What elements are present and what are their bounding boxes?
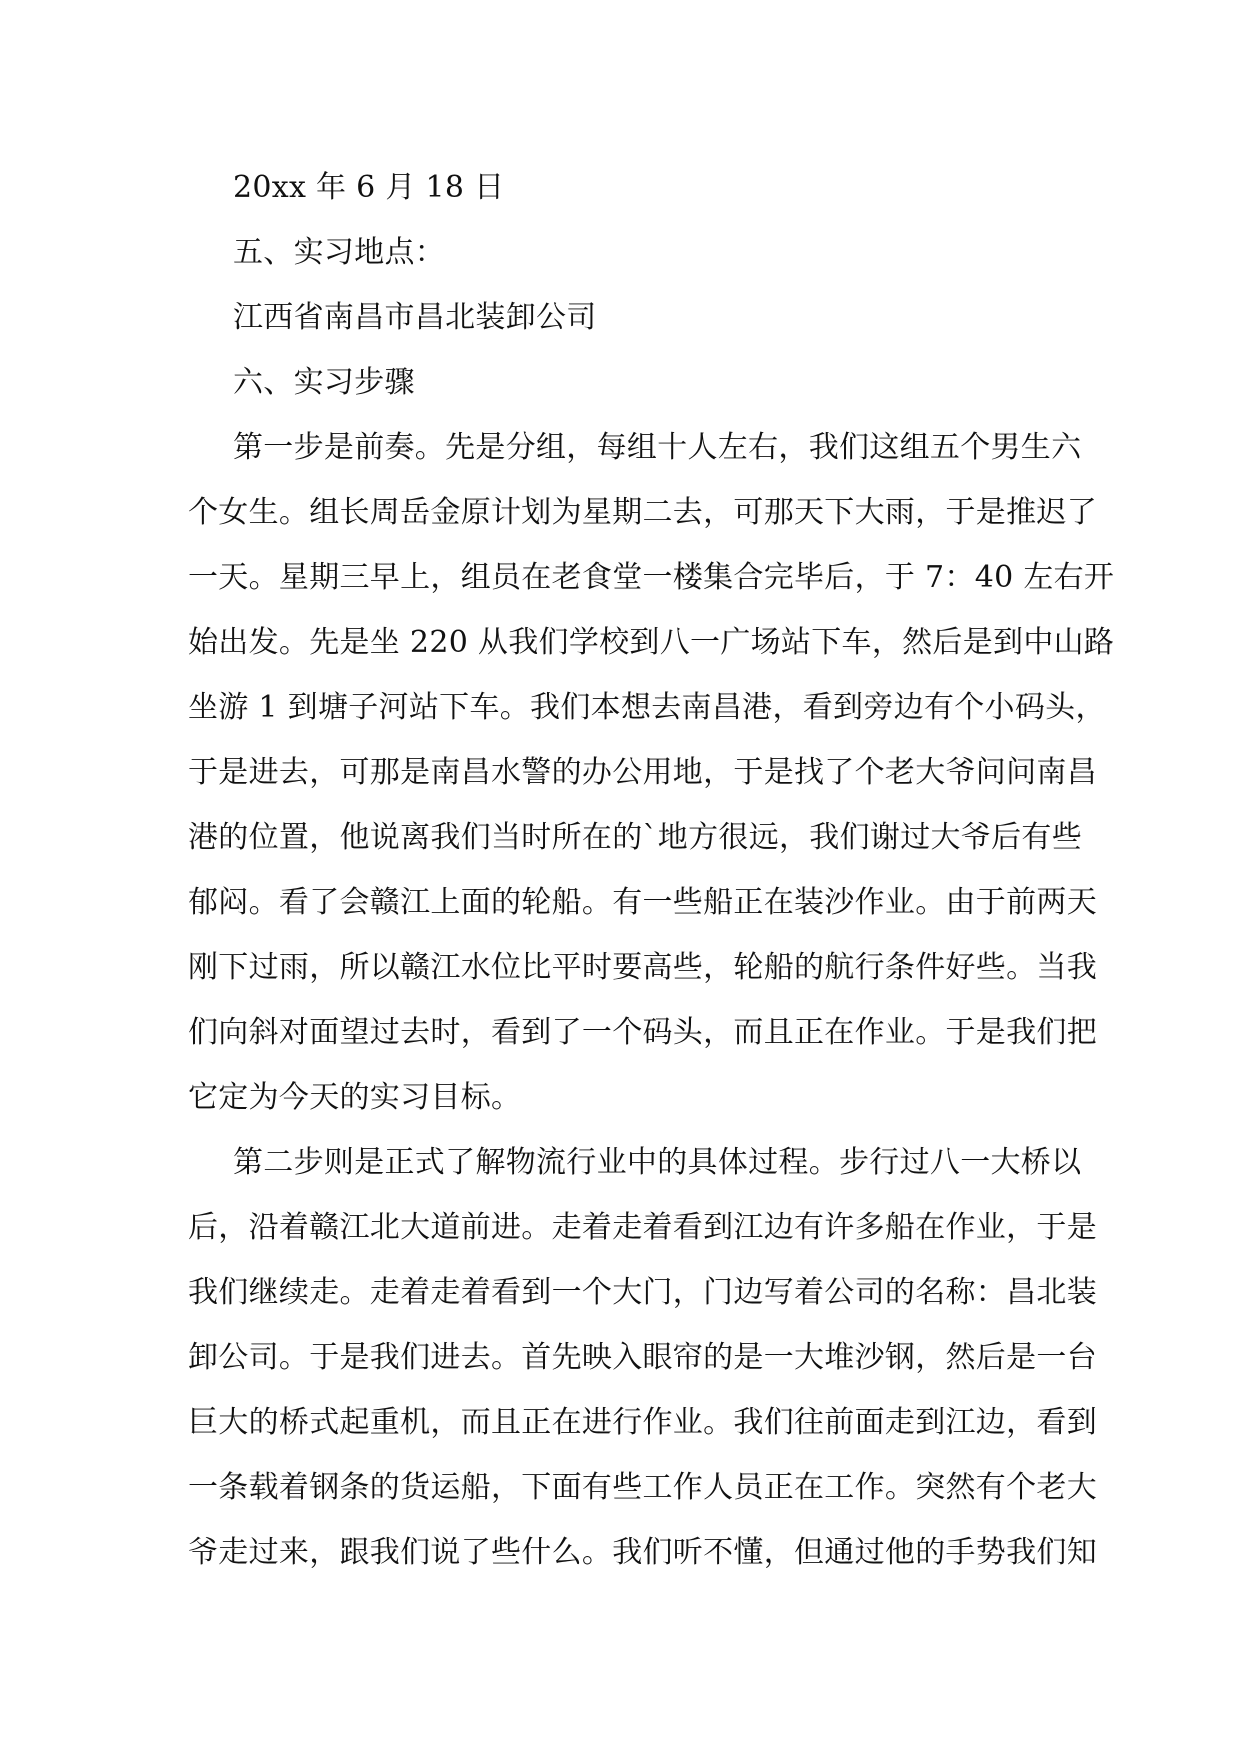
paragraph-line: 们向斜对面望过去时，看到了一个码头，而且正在作业。于是我们把 — [188, 1015, 1097, 1050]
paragraph-line: 于是进去，可那是南昌水警的办公用地，于是找了个老大爷问问南昌 — [188, 755, 1097, 790]
paragraph-line: 它定为今天的实习目标。 — [188, 1080, 522, 1115]
paragraph-line: 坐游 1 到塘子河站下车。我们本想去南昌港，看到旁边有个小码头， — [188, 690, 1106, 725]
paragraph-line: 我们继续走。走着走着看到一个大门，门边写着公司的名称：昌北装 — [188, 1275, 1097, 1310]
paragraph-line: 巨大的桥式起重机，而且正在进行作业。我们往前面走到江边，看到 — [188, 1405, 1097, 1440]
document-body — [188, 155, 1115, 1585]
paragraph-line: 郁闷。看了会赣江上面的轮船。有一些船正在装沙作业。由于前两天 — [188, 885, 1097, 920]
paragraph-line: 一条载着钢条的货运船，下面有些工作人员正在工作。突然有个老大 — [188, 1470, 1097, 1505]
paragraph-line: 个女生。组长周岳金原计划为星期二去，可那天下大雨，于是推迟了 — [188, 495, 1097, 530]
paragraph-line: 第二步则是正式了解物流行业中的具体过程。步行过八一大桥以 — [233, 1145, 1082, 1180]
paragraph-line: 爷走过来，跟我们说了些什么。我们听不懂，但通过他的手势我们知 — [188, 1535, 1097, 1570]
paragraph-step-two — [188, 1130, 1097, 1585]
paragraph-line: 始出发。先是坐 220 从我们学校到八一广场站下车，然后是到中山路 — [188, 625, 1115, 660]
paragraph-line: 后，沿着赣江北大道前进。走着走着看到江边有许多船在作业，于是 — [188, 1210, 1097, 1245]
paragraph-line: 卸公司。于是我们进去。首先映入眼帘的是一大堆沙钢，然后是一台 — [188, 1340, 1097, 1375]
date-line: 20xx 年 6 月 18 日 — [233, 170, 505, 205]
section-five-heading: 五、实习地点： — [233, 235, 446, 270]
location-text: 江西省南昌市昌北装卸公司 — [233, 300, 597, 335]
paragraph-step-one — [188, 415, 1115, 1130]
section-six-heading: 六、实习步骤 — [233, 365, 415, 400]
paragraph-line: 港的位置，他说离我们当时所在的`地方很远，我们谢过大爷后有些 — [188, 820, 1082, 855]
paragraph-line: 第一步是前奏。先是分组，每组十人左右，我们这组五个男生六 — [233, 430, 1082, 465]
paragraph-line: 刚下过雨，所以赣江水位比平时要高些，轮船的航行条件好些。当我 — [188, 950, 1097, 985]
paragraph-line: 一天。星期三早上，组员在老食堂一楼集合完毕后，于 7：40 左右开 — [188, 560, 1115, 595]
